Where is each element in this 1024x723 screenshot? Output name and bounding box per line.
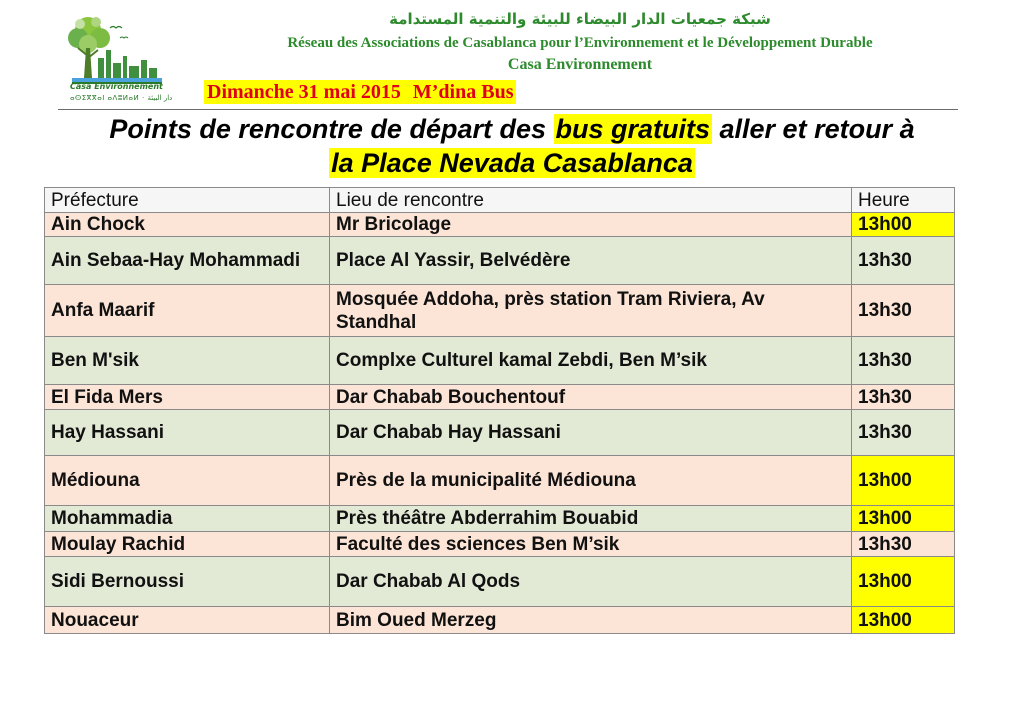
title-text-after: aller et retour à	[712, 114, 915, 144]
event-banner	[204, 80, 516, 104]
org-name-french: Réseau des Associations de Casablanca pour l’Environnement et le Développement Durable	[287, 35, 873, 51]
logo-subtitle: ⴰⵙⵉⴳⴳⴰⵏ ⴰⴷⵓⵍⴰⵍ · دار البيئة	[70, 94, 173, 102]
cell-heure: 13h00	[852, 456, 955, 506]
table-row	[45, 456, 955, 506]
title-highlight: bus gratuits	[555, 114, 711, 144]
cell-heure: 13h30	[852, 410, 955, 456]
cell-prefecture: Médiouna	[45, 456, 330, 506]
cell-lieu: Près de la municipalité Médiouna	[330, 456, 852, 506]
column-header-lieu: Lieu de rencontre	[330, 188, 852, 213]
cell-lieu: Près théâtre Abderrahim Bouabid	[330, 506, 852, 532]
cell-prefecture: Mohammadia	[45, 506, 330, 532]
table-body	[45, 213, 955, 634]
cell-lieu: Dar Chabab Bouchentouf	[330, 385, 852, 410]
cell-prefecture: Hay Hassani	[45, 410, 330, 456]
tree-city-icon	[58, 8, 188, 108]
cell-prefecture: Anfa Maarif	[45, 285, 330, 337]
cell-heure: 13h00	[852, 607, 955, 634]
cell-lieu: Dar Chabab Hay Hassani	[330, 410, 852, 456]
cell-lieu: Bim Oued Merzeg	[330, 607, 852, 634]
logo-name: Casa Environnement	[70, 82, 163, 91]
meeting-points-table	[44, 187, 955, 634]
table-row	[45, 285, 955, 337]
table-row	[45, 506, 955, 532]
table-row	[45, 532, 955, 557]
casa-environnement-logo	[58, 8, 188, 108]
cell-lieu: Complxe Culturel kamal Zebdi, Ben M’sik	[330, 337, 852, 385]
title-location: la Place Nevada Casablanca	[331, 148, 693, 178]
cell-heure: 13h30	[852, 285, 955, 337]
table-row	[45, 213, 955, 237]
column-header-heure: Heure	[852, 188, 955, 213]
cell-prefecture: Ain Sebaa-Hay Mohammadi	[45, 237, 330, 285]
cell-heure: 13h30	[852, 337, 955, 385]
title-text-before: Points de rencontre de départ des	[109, 114, 554, 144]
table-row	[45, 607, 955, 634]
column-header-prefecture: Préfecture	[45, 188, 330, 213]
cell-prefecture: Nouaceur	[45, 607, 330, 634]
cell-lieu: Dar Chabab Al Qods	[330, 557, 852, 607]
cell-heure: 13h00	[852, 213, 955, 237]
cell-prefecture: Sidi Bernoussi	[45, 557, 330, 607]
table-row	[45, 557, 955, 607]
org-name-arabic: شبكة جمعيات الدار البيضاء للبيئة والتنمية المستدامة	[389, 10, 771, 28]
cell-lieu: Mr Bricolage	[330, 213, 852, 237]
event-date: Dimanche 31 mai 2015	[207, 81, 401, 103]
cell-prefecture: Ain Chock	[45, 213, 330, 237]
table-header-row	[45, 188, 955, 213]
cell-lieu: Place Al Yassir, Belvédère	[330, 237, 852, 285]
table-row	[45, 385, 955, 410]
header-divider	[58, 109, 958, 110]
cell-heure: 13h30	[852, 237, 955, 285]
cell-prefecture: El Fida Mers	[45, 385, 330, 410]
table-row	[45, 237, 955, 285]
org-short-name: Casa Environnement	[507, 56, 653, 73]
table-row	[45, 337, 955, 385]
page-title-line1	[40, 114, 984, 145]
cell-heure: 13h00	[852, 557, 955, 607]
table-row	[45, 410, 955, 456]
cell-prefecture: Moulay Rachid	[45, 532, 330, 557]
cell-lieu: Mosquée Addoha, près station Tram Riviera, Av Standhal	[330, 285, 852, 337]
event-name: M’dina Bus	[412, 81, 514, 103]
cell-prefecture: Ben M'sik	[45, 337, 330, 385]
cell-heure: 13h30	[852, 532, 955, 557]
cell-heure: 13h00	[852, 506, 955, 532]
cell-lieu: Faculté des sciences Ben M’sik	[330, 532, 852, 557]
cell-heure: 13h30	[852, 385, 955, 410]
page-title-line2	[40, 148, 984, 179]
